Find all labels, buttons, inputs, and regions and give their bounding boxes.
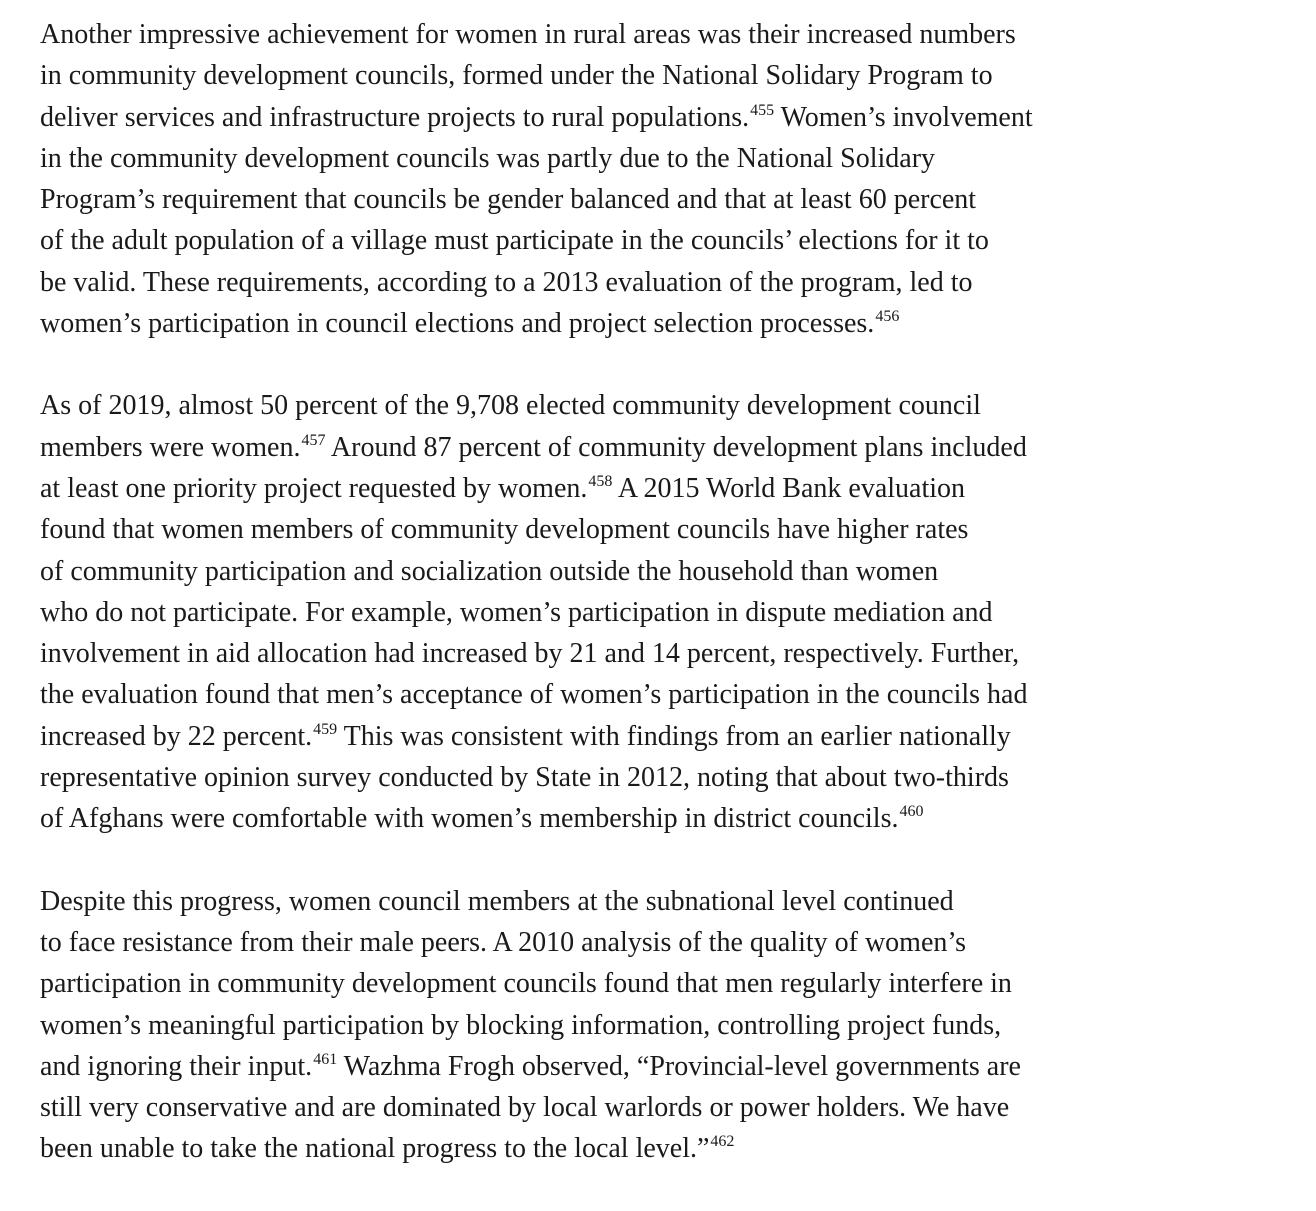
footnote-marker: 459 xyxy=(313,720,338,738)
text-line xyxy=(40,1087,1280,1128)
text-line xyxy=(40,179,1280,220)
text-run: deliver services and infrastructure projects to rural populations. xyxy=(40,101,750,133)
text-line xyxy=(40,716,1280,757)
paragraph-container xyxy=(40,14,1280,1170)
text-run: women’s participation in council elections and project selection processes. xyxy=(40,308,875,340)
text-run: members were women. xyxy=(40,431,301,463)
text-line xyxy=(40,468,1280,509)
text-run: Another impressive achievement for women in rural areas was their increased numbers xyxy=(40,19,1016,50)
text-run: found that women members of community development councils have higher rates xyxy=(40,514,969,546)
text-line xyxy=(40,963,1280,1004)
text-run: representative opinion survey conducted by State in 2012, noting that about two-thirds xyxy=(40,762,1009,794)
text-line xyxy=(40,14,1280,55)
text-run: still very conservative and are dominated by local warlords or power holders. We have xyxy=(40,1092,1010,1124)
text-run: the evaluation found that men’s acceptance of women’s participation in the councils had xyxy=(40,679,1028,711)
text-run: and ignoring their input. xyxy=(40,1050,313,1082)
text-run: to face resistance from their male peers. A 2010 analysis of the quality of women’s xyxy=(40,926,967,958)
footnote-marker: 458 xyxy=(588,472,613,490)
footnote-marker: 461 xyxy=(313,1050,338,1068)
text-run: who do not participate. For example, women’s participation in dispute mediation and xyxy=(40,596,993,628)
paragraph xyxy=(40,385,1280,839)
text-line xyxy=(40,303,1280,344)
footnote-marker: 457 xyxy=(301,431,326,449)
text-line xyxy=(40,1046,1280,1087)
footnote-marker: 460 xyxy=(899,803,924,821)
text-line xyxy=(40,97,1280,138)
text-run: at least one priority project requested by women. xyxy=(40,472,588,504)
text-run: of the adult population of a village must participate in the councils’ elections for it to xyxy=(40,225,989,257)
text-run: Despite this progress, women council members at the subnational level continued xyxy=(40,885,954,917)
text-line xyxy=(40,385,1280,426)
text-run: been unable to take the national progress to the local level.” xyxy=(40,1133,710,1165)
text-run: in the community development councils was partly due to the National Solidary xyxy=(40,142,936,174)
text-run: women’s meaningful participation by blocking information, controlling project funds, xyxy=(40,1009,1002,1041)
text-run: in community development councils, formed under the National Solidary Program to xyxy=(40,60,993,92)
text-run: As of 2019, almost 50 percent of the 9,708 elected community development council xyxy=(40,390,981,422)
text-run: involvement in aid allocation had increased by 21 and 14 percent, respectively. Further, xyxy=(40,638,1020,670)
text-line xyxy=(40,262,1280,303)
text-line xyxy=(40,551,1280,592)
footnote-marker: 462 xyxy=(710,1133,735,1151)
paragraph xyxy=(40,14,1280,344)
text-run: of Afghans were comfortable with women’s membership in district councils. xyxy=(40,803,899,835)
text-line xyxy=(40,509,1280,550)
text-line xyxy=(40,633,1280,674)
text-line xyxy=(40,592,1280,633)
text-run: be valid. These requirements, according to a 2013 evaluation of the program, led to xyxy=(40,266,973,298)
text-line xyxy=(40,220,1280,261)
text-line xyxy=(40,1005,1280,1046)
text-run: of community participation and socialization outside the household than women xyxy=(40,555,939,587)
text-line xyxy=(40,798,1280,839)
text-run: Women’s involvement xyxy=(774,101,1033,133)
paragraph xyxy=(40,881,1280,1170)
text-line xyxy=(40,922,1280,963)
text-line xyxy=(40,138,1280,179)
text-line xyxy=(40,427,1280,468)
document-body xyxy=(40,14,1280,1211)
footnote-marker: 455 xyxy=(750,101,775,119)
text-line xyxy=(40,881,1280,922)
text-line xyxy=(40,1128,1280,1169)
footnote-marker: 456 xyxy=(875,308,900,326)
text-run: Around 87 percent of community development plans included xyxy=(325,431,1027,463)
text-run: Program’s requirement that councils be gender balanced and that at least 60 percent xyxy=(40,184,977,216)
text-line xyxy=(40,55,1280,96)
text-run: Wazhma Frogh observed, “Provincial-level governments are xyxy=(337,1050,1021,1082)
text-run: A 2015 World Bank evaluation xyxy=(612,472,966,504)
text-run: This was consistent with findings from an earlier nationally xyxy=(337,720,1011,752)
text-run: increased by 22 percent. xyxy=(40,720,313,752)
text-run: participation in community development councils found that men regularly interfere in xyxy=(40,968,1012,1000)
text-line xyxy=(40,674,1280,715)
text-line xyxy=(40,757,1280,798)
